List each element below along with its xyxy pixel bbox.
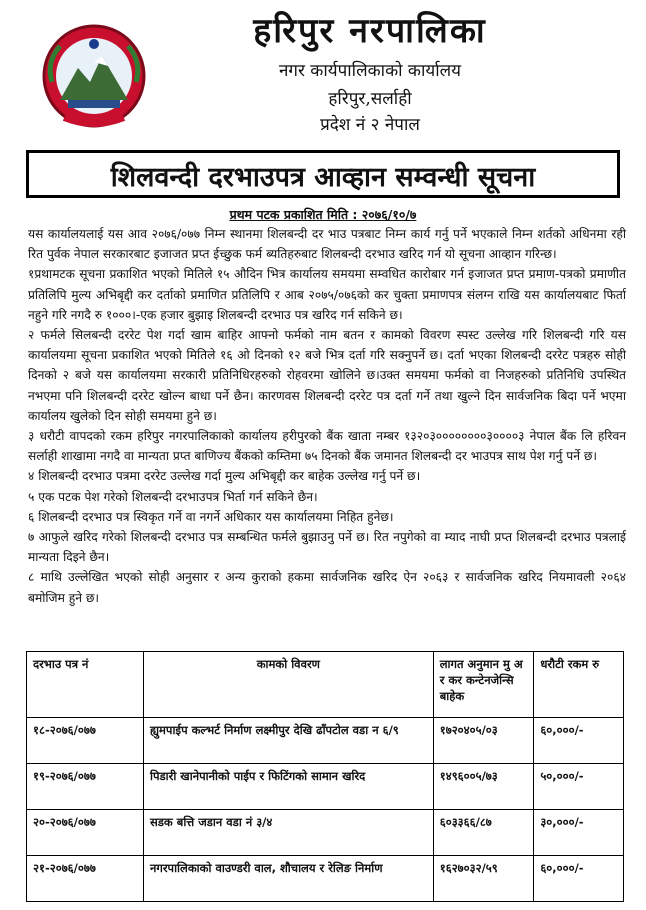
cell-tender-no: २१-२०७६/०७७ — [27, 856, 144, 902]
publication-date: प्रथम पटक प्रकाशित मिति : २०७६/१०/७ — [229, 207, 417, 222]
table-row — [27, 856, 624, 902]
table-row — [27, 764, 624, 810]
cell-tender-no: १९-२०७६/०७७ — [27, 764, 144, 810]
cell-tender-no: २०-२०७६/०७७ — [27, 810, 144, 856]
cell-cost-estimate: १७२०४०५/०३ — [433, 718, 534, 764]
cell-cost-estimate: ६०३३६६/८७ — [433, 810, 534, 856]
cell-work-description: पिडारी खानेपानीको पाईप र फिटिंगको सामान खरिद — [143, 764, 433, 810]
notice-header — [0, 0, 646, 148]
cell-work-description: नगरपालिकाको वाउण्डरी वाल, शौचालय र रेलिङ निर्माण — [143, 856, 433, 902]
notice-paragraph: यस कार्यालयलाई यस आव २०७६/०७७ निम्न स्थानमा शिलबन्दी दर भाउ पत्रबाट निम्न कार्य गर्नु पर्ने भएकाले निम्न शर्तको अधिनमा रही रित पुर्वक नेपाल सरकारबाट इजाजत प्रप्त ईच्छुक फर्म ब्यतिहरुबाट शिलबन्दी दरभाउ खरिद गर्न यो सूचना आव्हान गरिन्छ। — [28, 227, 626, 262]
cell-deposit-amount: ६०,०००/- — [534, 856, 624, 902]
table-row — [27, 718, 624, 764]
notice-paragraph: ४ शिलबन्दी दरभाउ पत्रमा दररेट उल्लेख गर्दा मुल्य अभिबृद्दी कर बाहेक उल्लेख गर्नु पर्ने छ। — [28, 469, 421, 484]
header-tender-no: दरभाउ पत्र नं — [27, 652, 144, 718]
notice-paragraph: २ फर्मले सिलबन्दी दररेट पेश गर्दा खाम बाहिर आफ्नो फर्मको नाम बतन र कामको विवरण स्पस्ट उल्लेख गरि शिलबन्दी गरि यस कार्यालयमा सूचना प्रकाशित भएको मितिले १६ ओ दिनको १२ बजे भित्र दर्ता गरि सक्नुपर्ने छ। दर्ता भएका शिलबन्दी दररेट पत्रहरु सोही दिनको २ बजे यस कार्यालयमा सरकारी प्रतिनिधिरहरुको रोहवरमा खोलिने छ।उक्त समयमा फर्मको वा निजहरुको प्रतिनिधि उपस्थित नभएमा पनि शिलबन्दी दररेट खोल्न बाधा पर्ने छैन। कारणवस शिलबन्दी दररेट पत्र दर्ता गर्ने तथा खुल्ने दिन सार्वजनिक बिदा पर्ने भएमा कार्यालय खुलेको दिन सोही समयमा हुने छ। — [28, 328, 626, 423]
notice-banner — [26, 150, 620, 198]
table-header-row — [27, 652, 624, 718]
table-row — [27, 810, 624, 856]
municipality-title: हरिपुर नरपालिका — [253, 11, 487, 51]
cell-work-description: सडक बत्ति जडान वडा नं ३/४ — [143, 810, 433, 856]
notice-paragraph: १प्रथामटक सूचना प्रकाशित भएको मितिले १५ औदिन भित्र कार्यालय समयमा सम्वधित कारोबार गर्न इजाजत प्रप्त प्रमाण-पत्रको प्रमाणीत प्रतिलिपि मुल्य अभिबृद्दी कर दर्ताको प्रमाणित प्रतिलिपि र आब २०७५/०७६को कर चुक्ता प्रमाणपत्र संलग्न राखि यस कार्यालयबाट फिर्ता नहुने गरि नगदै रु १०००।-एक हजार बुझाइ शिलबन्दी दरभाउ पत्र खरिद गर्न सकिने छ। — [28, 267, 626, 322]
notice-body — [28, 224, 626, 608]
notice-paragraph: ५ एक पटक पेश गरेको शिलबन्दी दरभाउपत्र भिर्ता गर्न सकिने छैन। — [28, 489, 318, 504]
cell-work-description: ह्युमपाईप कल्भर्ट निर्माण लक्ष्मीपुर देखि ढाँपटोल वडा न ६/९ — [143, 718, 433, 764]
office-name: नगर कार्यपालिकाको कार्यालय — [278, 61, 462, 81]
notice-title: शिलवन्दी दरभाउपत्र आव्हान सम्वन्धी सूचना — [110, 162, 536, 193]
cell-cost-estimate: १६२७०३२/५९ — [433, 856, 534, 902]
header-work-description: कामको विवरण — [143, 652, 433, 718]
notice-paragraph: ७ आफुले खरिद गरेको शिलबन्दी दरभाउ पत्र सम्बन्धित फर्मले बुझाउनु पर्ने छ। रित नपुगेको वा म्याद नाघी प्रप्त शिलबन्दी दरभाउ पत्रलाई मान्यता दिइने छैन। — [28, 530, 626, 565]
cell-deposit-amount: ५०,०००/- — [534, 764, 624, 810]
notice-paragraph: ६ शिलबन्दी दरभाउ पत्र स्विकृत गर्ने वा नगर्ने अधिकार यस कार्यालयमा निहित हुनेछ। — [28, 509, 394, 524]
works-table — [26, 651, 624, 902]
province-line: प्रदेश नं २ नेपाल — [320, 115, 420, 135]
header-cost-estimate: लागत अनुमान मु अ र कर कन्टेनजेन्सि बाहेक — [433, 652, 534, 718]
cell-tender-no: १८-२०७६/०७७ — [27, 718, 144, 764]
cell-deposit-amount: ६०,०००/- — [534, 718, 624, 764]
cell-cost-estimate: १४९६००५/७३ — [433, 764, 534, 810]
cell-deposit-amount: ३०,०००/- — [534, 810, 624, 856]
header-deposit-amount: धरौटी रकम रु — [534, 652, 624, 718]
office-location: हरिपुर,सर्लाही — [328, 89, 412, 109]
nepal-emblem-icon — [38, 22, 150, 130]
notice-paragraph: ८ माथि उल्लेखित भएको सोही अनुसार र अन्य कुराको हकमा सार्वजनिक खरिद ऐन २०६३ र सार्वजनिक खरिद नियमावली २०६४ बमोजिम हुने छ। — [28, 570, 626, 605]
notice-paragraph: ३ धरौटी वापदको रकम हरिपुर नगरपालिकाको कार्यालय हरीपुरको बैंक खाता नम्बर १३२०३००००००००३००००३ नेपाल बैंक लि हरिवन सर्लाही शाखामा नगदै वा मान्यता प्रप्त बाणिज्य बैंकको कम्तिमा ७५ दिनको बैंक जमानत शिलबन्दी दर भाउपत्र साथ पेश गर्नु पर्ने छ। — [28, 429, 626, 464]
